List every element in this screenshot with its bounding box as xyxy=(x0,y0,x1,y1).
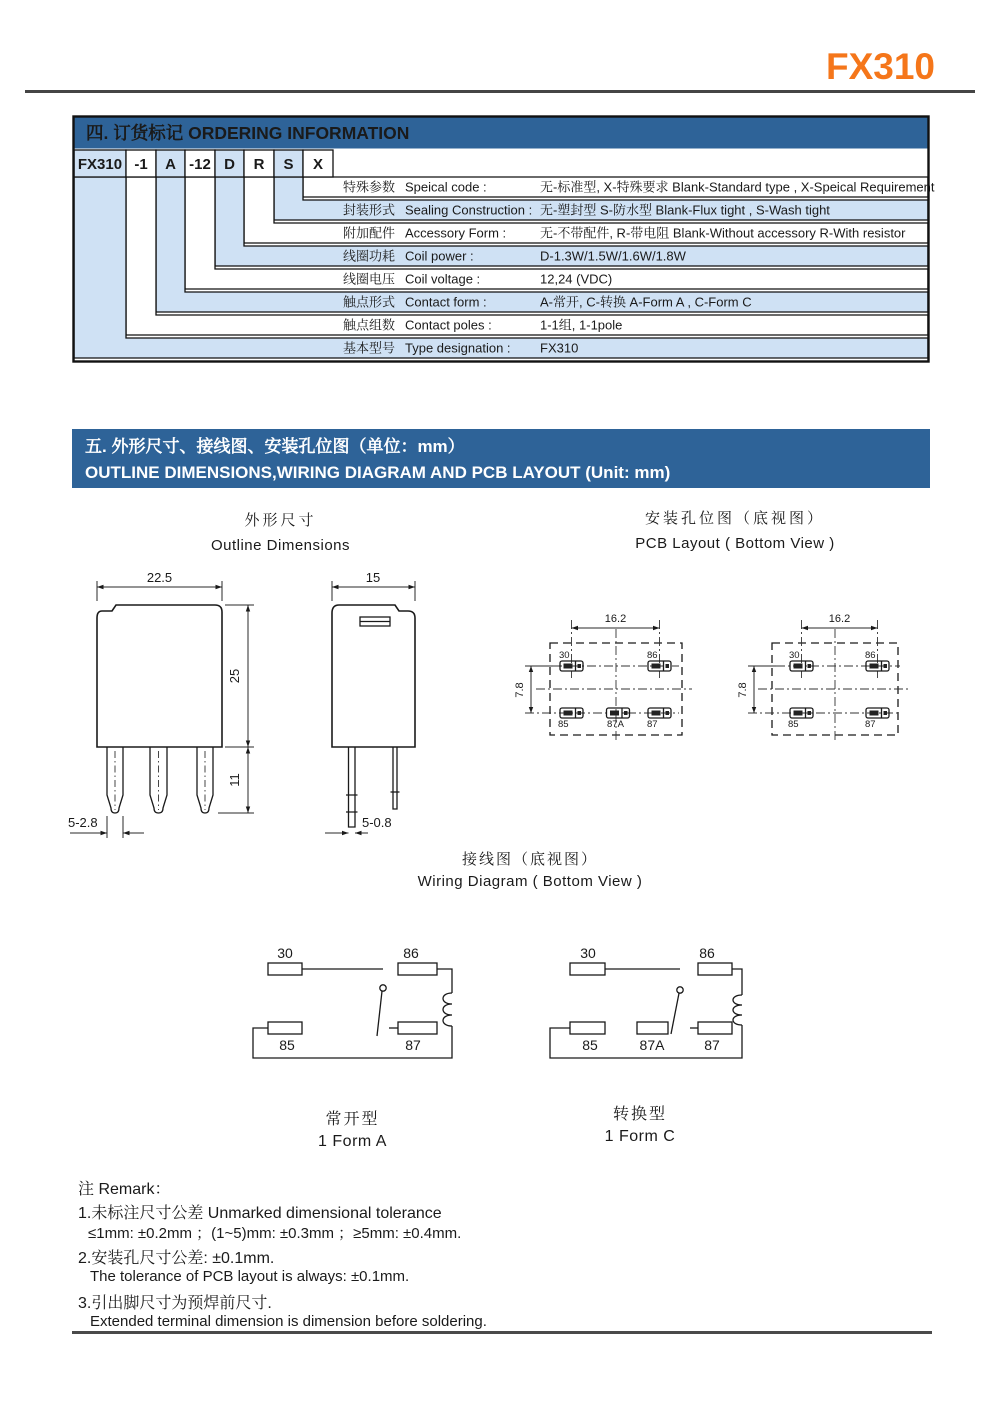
ordering-row-value: 无-标准型, X-特殊要求 Blank-Standard type , X-Speical Requirement xyxy=(540,179,935,195)
wiring-c-label-30: 30 xyxy=(580,945,596,961)
ordering-row-label-en: Type designation : xyxy=(405,340,511,356)
wiring-c-label-87a: 87A xyxy=(639,1037,665,1053)
ordering-row-label-cn: 线圈功耗 xyxy=(343,248,396,264)
wiring-diagram-form-a xyxy=(243,943,478,1073)
form-a-caption-en: 1 Form A xyxy=(318,1133,387,1150)
side-pin-width-dimension xyxy=(325,815,392,835)
pcb-c-pad-87: 87 xyxy=(647,719,658,730)
wiring-diagram-form-c xyxy=(543,943,778,1073)
front-width-dimension xyxy=(97,570,222,601)
ordering-code-label: S xyxy=(283,156,294,173)
pcb-layout-form-a xyxy=(737,598,965,748)
pcb-c-pitch-v-dimension xyxy=(514,666,553,713)
side-width-dimension xyxy=(332,570,415,601)
form-a-caption-cn: 常开型 xyxy=(325,1111,380,1128)
wiring-c-label-87: 87 xyxy=(704,1037,720,1053)
ordering-row-label-cn: 基本型号 xyxy=(343,340,396,356)
pcb-c-pitch-h-label: 16.2 xyxy=(604,613,627,625)
ordering-code-label: FX310 xyxy=(77,156,123,173)
remark-2-detail: The tolerance of PCB layout is always: ±0.1mm. xyxy=(90,1268,410,1285)
pcb-a-pad-86: 86 xyxy=(865,650,876,661)
outline-caption-cn: 外形尺寸 xyxy=(244,512,317,529)
coil-symbol xyxy=(733,995,742,1025)
pcb-a-pad-30: 30 xyxy=(789,650,800,661)
pcb-c-pad-86: 86 xyxy=(647,650,658,661)
remark-heading: 注 Remark： xyxy=(78,1181,171,1198)
ordering-code-label: R xyxy=(253,156,265,173)
front-height-dimension xyxy=(225,605,254,747)
ordering-code-label: -12 xyxy=(189,156,211,173)
wiring-c-label-85: 85 xyxy=(582,1037,598,1053)
front-pin-width-dimension xyxy=(68,815,144,838)
ordering-row-label-cn: 触点形式 xyxy=(343,294,396,310)
pcb-c-pad-85: 85 xyxy=(558,719,569,730)
ordering-code-label: -1 xyxy=(134,156,148,173)
ordering-row-label-en: Accessory Form : xyxy=(405,225,507,241)
outline-caption-en: Outline Dimensions xyxy=(210,537,351,554)
front-pins xyxy=(107,747,213,813)
ordering-row-label-en: Contact poles : xyxy=(405,317,492,333)
bottom-divider xyxy=(72,1331,932,1334)
pcb-a-pitch-h-dimension xyxy=(802,613,878,630)
remark-3-detail: Extended terminal dimension is dimension before soldering. xyxy=(90,1313,487,1330)
remark-1: 1.未标注尺寸公差 Unmarked dimensional tolerance xyxy=(78,1205,442,1222)
wiring-diagram-caption xyxy=(380,848,680,890)
ordering-row-label-en: Contact form : xyxy=(405,294,487,310)
ordering-row-label-cn: 线圈电压 xyxy=(343,271,396,287)
ordering-section-title: 四. 订货标记 ORDERING INFORMATION xyxy=(86,123,410,143)
pin-length-dimension xyxy=(218,747,254,813)
top-divider xyxy=(25,90,975,93)
pcb-a-pitch-h-label: 16.2 xyxy=(828,613,851,625)
ordering-row-label-en: Coil voltage : xyxy=(405,271,481,287)
ordering-code-label: X xyxy=(312,156,324,173)
pcb-c-pitch-v-label: 7.8 xyxy=(514,682,526,698)
outline-dimensions-caption xyxy=(168,509,393,554)
ordering-row-label-en: Coil power : xyxy=(405,248,474,264)
ordering-information-table xyxy=(72,115,935,365)
pcb-a-pad-85: 85 xyxy=(788,719,799,730)
pcb-a-pitch-v-dimension xyxy=(737,666,776,713)
wiring-c-terminals xyxy=(570,963,732,1034)
remark-1-detail: ≤1mm: ±0.2mm ；(1~5)mm: ±0.3mm ；≥5mm: ±0.4mm. xyxy=(88,1225,462,1242)
side-body xyxy=(332,605,415,747)
outline-side-view-drawing xyxy=(305,568,445,853)
pcb-c-pad-87a: 87A xyxy=(607,719,624,730)
side-pin-width-label: 5-0.8 xyxy=(362,815,392,830)
ordering-row-label-cn: 特殊参数 xyxy=(343,179,396,195)
ordering-row-value: 12,24 (VDC) xyxy=(540,271,613,287)
pcb-a-pad-87: 87 xyxy=(865,719,876,730)
remark-3: 3.引出脚尺寸为预焊前尺寸. xyxy=(78,1295,272,1312)
ordering-row-value: D-1.3W/1.5W/1.6W/1.8W xyxy=(540,248,686,264)
ordering-code-label: A xyxy=(165,156,176,173)
front-width-label: 22.5 xyxy=(146,570,173,585)
ordering-row-value: 无-塑封型 S-防水型 Blank-Flux tight , S-Wash tight xyxy=(540,202,830,218)
section-five-title-en: OUTLINE DIMENSIONS,WIRING DIAGRAM AND PCB LAYOUT (Unit: mm) xyxy=(85,463,671,482)
form-c-caption xyxy=(565,1101,715,1146)
pcb-layout-caption xyxy=(600,507,870,552)
front-height-label: 25 xyxy=(227,668,242,684)
outline-front-view-drawing xyxy=(60,568,290,853)
front-body xyxy=(97,605,222,747)
form-a-caption xyxy=(280,1106,425,1151)
ordering-row-label-en: Speical code : xyxy=(405,179,487,195)
ordering-row-label-cn: 附加配件 xyxy=(343,225,396,241)
pcb-c-pads xyxy=(560,661,671,718)
wiring-a-labels xyxy=(277,945,421,1053)
ordering-code-label: D xyxy=(224,156,235,173)
pcb-layout-form-c xyxy=(505,598,730,748)
section-five-header xyxy=(72,429,930,488)
wiring-caption-cn: 接线图（底视图） xyxy=(461,851,598,868)
pcb-caption-cn: 安装孔位图（底视图） xyxy=(644,510,825,527)
wiring-a-terminals xyxy=(268,963,437,1034)
ordering-row-value: A-常开, C-转换 A-Form A , C-Form C xyxy=(540,294,752,310)
wiring-caption-en: Wiring Diagram ( Bottom View ) xyxy=(417,873,643,890)
coil-symbol xyxy=(443,993,452,1026)
ordering-row-value: 无-不带配件, R-带电阻 Blank-Without accessory R-With resistor xyxy=(540,225,906,241)
pcb-a-pitch-v-label: 7.8 xyxy=(737,682,749,698)
pcb-a-pads xyxy=(790,661,889,718)
remark-2: 2.安装孔尺寸公差: ±0.1mm. xyxy=(78,1250,275,1267)
ordering-row-value: FX310 xyxy=(540,340,579,356)
wiring-a-label-30: 30 xyxy=(277,945,293,961)
page-title: FX310 xyxy=(825,46,935,87)
wiring-c-labels xyxy=(580,945,720,1053)
ordering-row-value: 1-1组, 1-1pole xyxy=(540,317,623,333)
pcb-c-pitch-h-dimension xyxy=(572,613,660,630)
ordering-row-label-cn: 封装形式 xyxy=(343,202,396,218)
pcb-caption-en: PCB Layout ( Bottom View ) xyxy=(635,535,835,552)
pin-length-label: 11 xyxy=(227,773,242,787)
section-five-title-cn: 五. 外形尺寸、接线图、安装孔位图（单位：mm） xyxy=(85,437,465,456)
ordering-row-label-en: Sealing Construction : xyxy=(405,202,533,218)
wiring-a-label-85: 85 xyxy=(279,1037,295,1053)
pcb-c-pad-30: 30 xyxy=(559,650,570,661)
side-width-label: 15 xyxy=(365,570,381,585)
front-pin-width-label: 5-2.8 xyxy=(68,815,98,830)
form-c-caption-en: 1 Form C xyxy=(604,1128,676,1145)
form-c-caption-cn: 转换型 xyxy=(612,1106,667,1123)
wiring-c-label-86: 86 xyxy=(699,945,715,961)
wiring-a-label-86: 86 xyxy=(403,945,419,961)
wiring-a-label-87: 87 xyxy=(405,1037,421,1053)
ordering-row-label-cn: 触点组数 xyxy=(343,317,396,333)
